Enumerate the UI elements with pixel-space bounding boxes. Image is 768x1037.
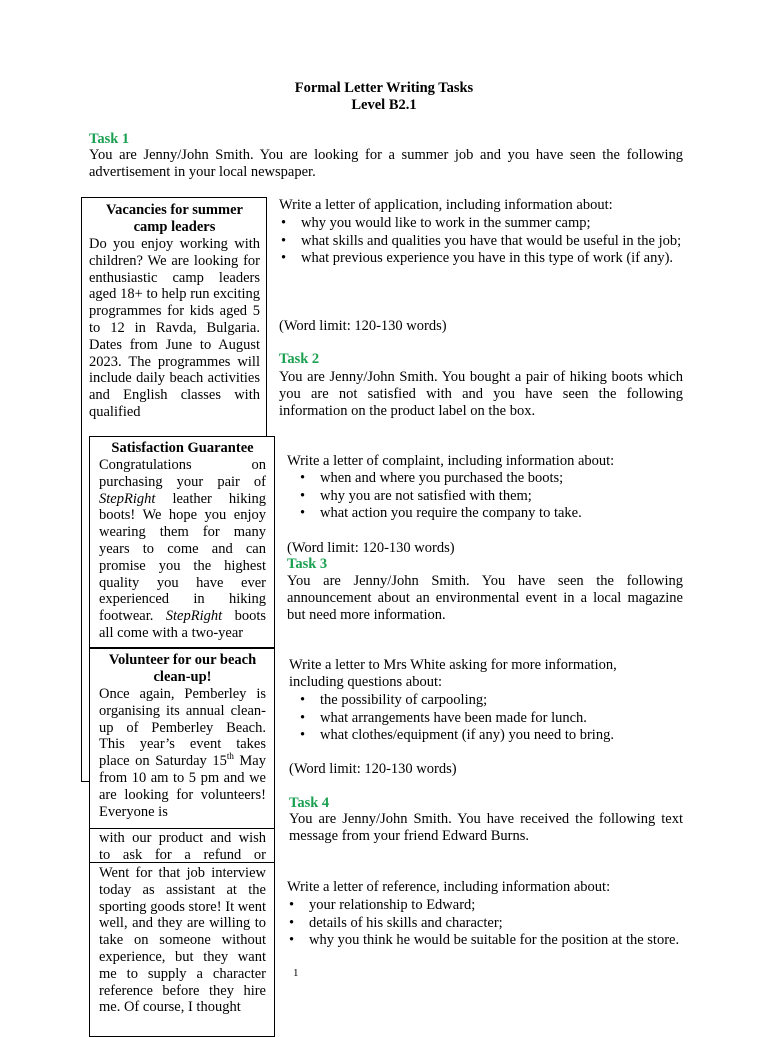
task4-box-text: Went for that job interview today as assistant at the sporting goods store! It went well, and they are willing to take on someone without experience, but they want me to supply a character reference before they hire me. Of course, I thought (99, 865, 266, 1016)
task2-bullet-2: • why you are not satisfied with them; (298, 488, 683, 506)
task2-box-text-3: boots all come with a two-year (99, 608, 267, 641)
task4-bullet-list (287, 897, 683, 950)
task3-bullet-3: • what clothes/equipment (if any) you need to bring. (298, 727, 683, 745)
task3-box-text (99, 686, 266, 820)
task3-bullet-list (298, 692, 683, 745)
task2-brand-1: StepRight (99, 490, 156, 507)
task2-bullet-list (298, 470, 683, 523)
task2-box-text (99, 457, 266, 642)
task3-box-heading: Volunteer for our beach clean-up! (108, 652, 257, 685)
task3-bullet-1: • the possibility of carpooling; (298, 692, 683, 710)
task2-bullet-3: • what action you require the company to take. (298, 505, 683, 523)
task2-intro: You are Jenny/John Smith. You bought a pair of hiking boots which you are not satisfied with and you have seen the following information on the product label on the box. (279, 369, 683, 419)
task1-box-text: Do you enjoy working with children? We are looking for enthusiastic camp leaders aged 18+ to help run exciting programmes for kids aged 5 to 12 in Ravda, Bulgaria. Dates from June to August 2023. The programmes will include daily beach activities and English classes with qualified (89, 236, 260, 420)
task3-intro: You are Jenny/John Smith. You have seen the following announcement about an environmental event in a local magazine but need more information. (287, 573, 683, 623)
task4-bullet-2: • details of his skills and character; (287, 915, 683, 933)
task2-bullet-1: • when and where you purchased the boots; (298, 470, 683, 488)
task3-word-limit: (Word limit: 120-130 words) (289, 761, 457, 777)
task2-instruction: Write a letter of complaint, including information about: (287, 453, 615, 469)
task1-bullet-3: • what previous experience you have in this type of work (if any). (279, 250, 684, 268)
task3-box-sup: th (226, 751, 234, 762)
task1-intro: You are Jenny/John Smith. You are looking for a summer job and you have seen the following advertisement in your local newspaper. (89, 147, 683, 180)
task1-instruction: Write a letter of application, including information about: (279, 197, 613, 213)
task1-box-heading: Vacancies for summer camp leaders (106, 202, 243, 235)
page-number: 1 (293, 967, 299, 979)
task2-label: Task 2 (279, 351, 320, 367)
task4-bullet-3: • why you think he would be suitable for the position at the store. (287, 932, 683, 950)
task2-product-label-box (89, 436, 275, 648)
task3-label: Task 3 (287, 556, 328, 572)
task2-box-text-2: leather hiking boots! We hope you enjoy wearing them for many years to come and can promise you the highest quality you have ever experienced in hiking footwear. (99, 490, 266, 625)
task1-bullet-1: • why you would like to work in the summer camp; (279, 215, 684, 233)
task3-box-text-1: Once again, Pemberley is organising its annual clean-up of Pemberley Beach. This year’s event takes place on Saturday 15 (99, 686, 266, 770)
overflow-line-1: with our product and wish (99, 830, 266, 846)
task2-box-heading: Satisfaction Guarantee (111, 440, 254, 456)
task1-label: Task 1 (89, 131, 130, 147)
task4-text-message-box (89, 862, 275, 1037)
task3-box-text-2: May from 10 am to 5 pm and we are looking for volunteers! Everyone is (99, 753, 266, 820)
task1-word-limit: (Word limit: 120-130 words) (279, 318, 447, 334)
task2-word-limit: (Word limit: 120-130 words) (287, 540, 455, 556)
overflow-text-strip (89, 828, 275, 862)
task3-bullet-2: • what arrangements have been made for lunch. (298, 710, 683, 728)
task4-instruction: Write a letter of reference, including information about: (287, 879, 611, 895)
task3-announcement-box (89, 648, 275, 831)
overflow-line-2: to ask for a refund or (99, 846, 266, 862)
task4-label: Task 4 (289, 795, 330, 811)
page-level: Level B2.1 (351, 97, 417, 113)
task1-bullet-2: • what skills and qualities you have that would be useful in the job; (279, 233, 684, 251)
task2-brand-2: StepRight (165, 608, 223, 625)
task4-bullet-1: • your relationship to Edward; (287, 897, 683, 915)
task1-bullet-list (279, 215, 684, 268)
page-title: Formal Letter Writing Tasks (294, 80, 474, 96)
task2-box-text-1: Congratulations on purchasing your pair of (99, 457, 266, 490)
task4-intro: You are Jenny/John Smith. You have received the following text message from your friend Edward Burns. (289, 811, 683, 844)
task3-instruction: Write a letter to Mrs White asking for more information, including questions about: (289, 657, 617, 690)
